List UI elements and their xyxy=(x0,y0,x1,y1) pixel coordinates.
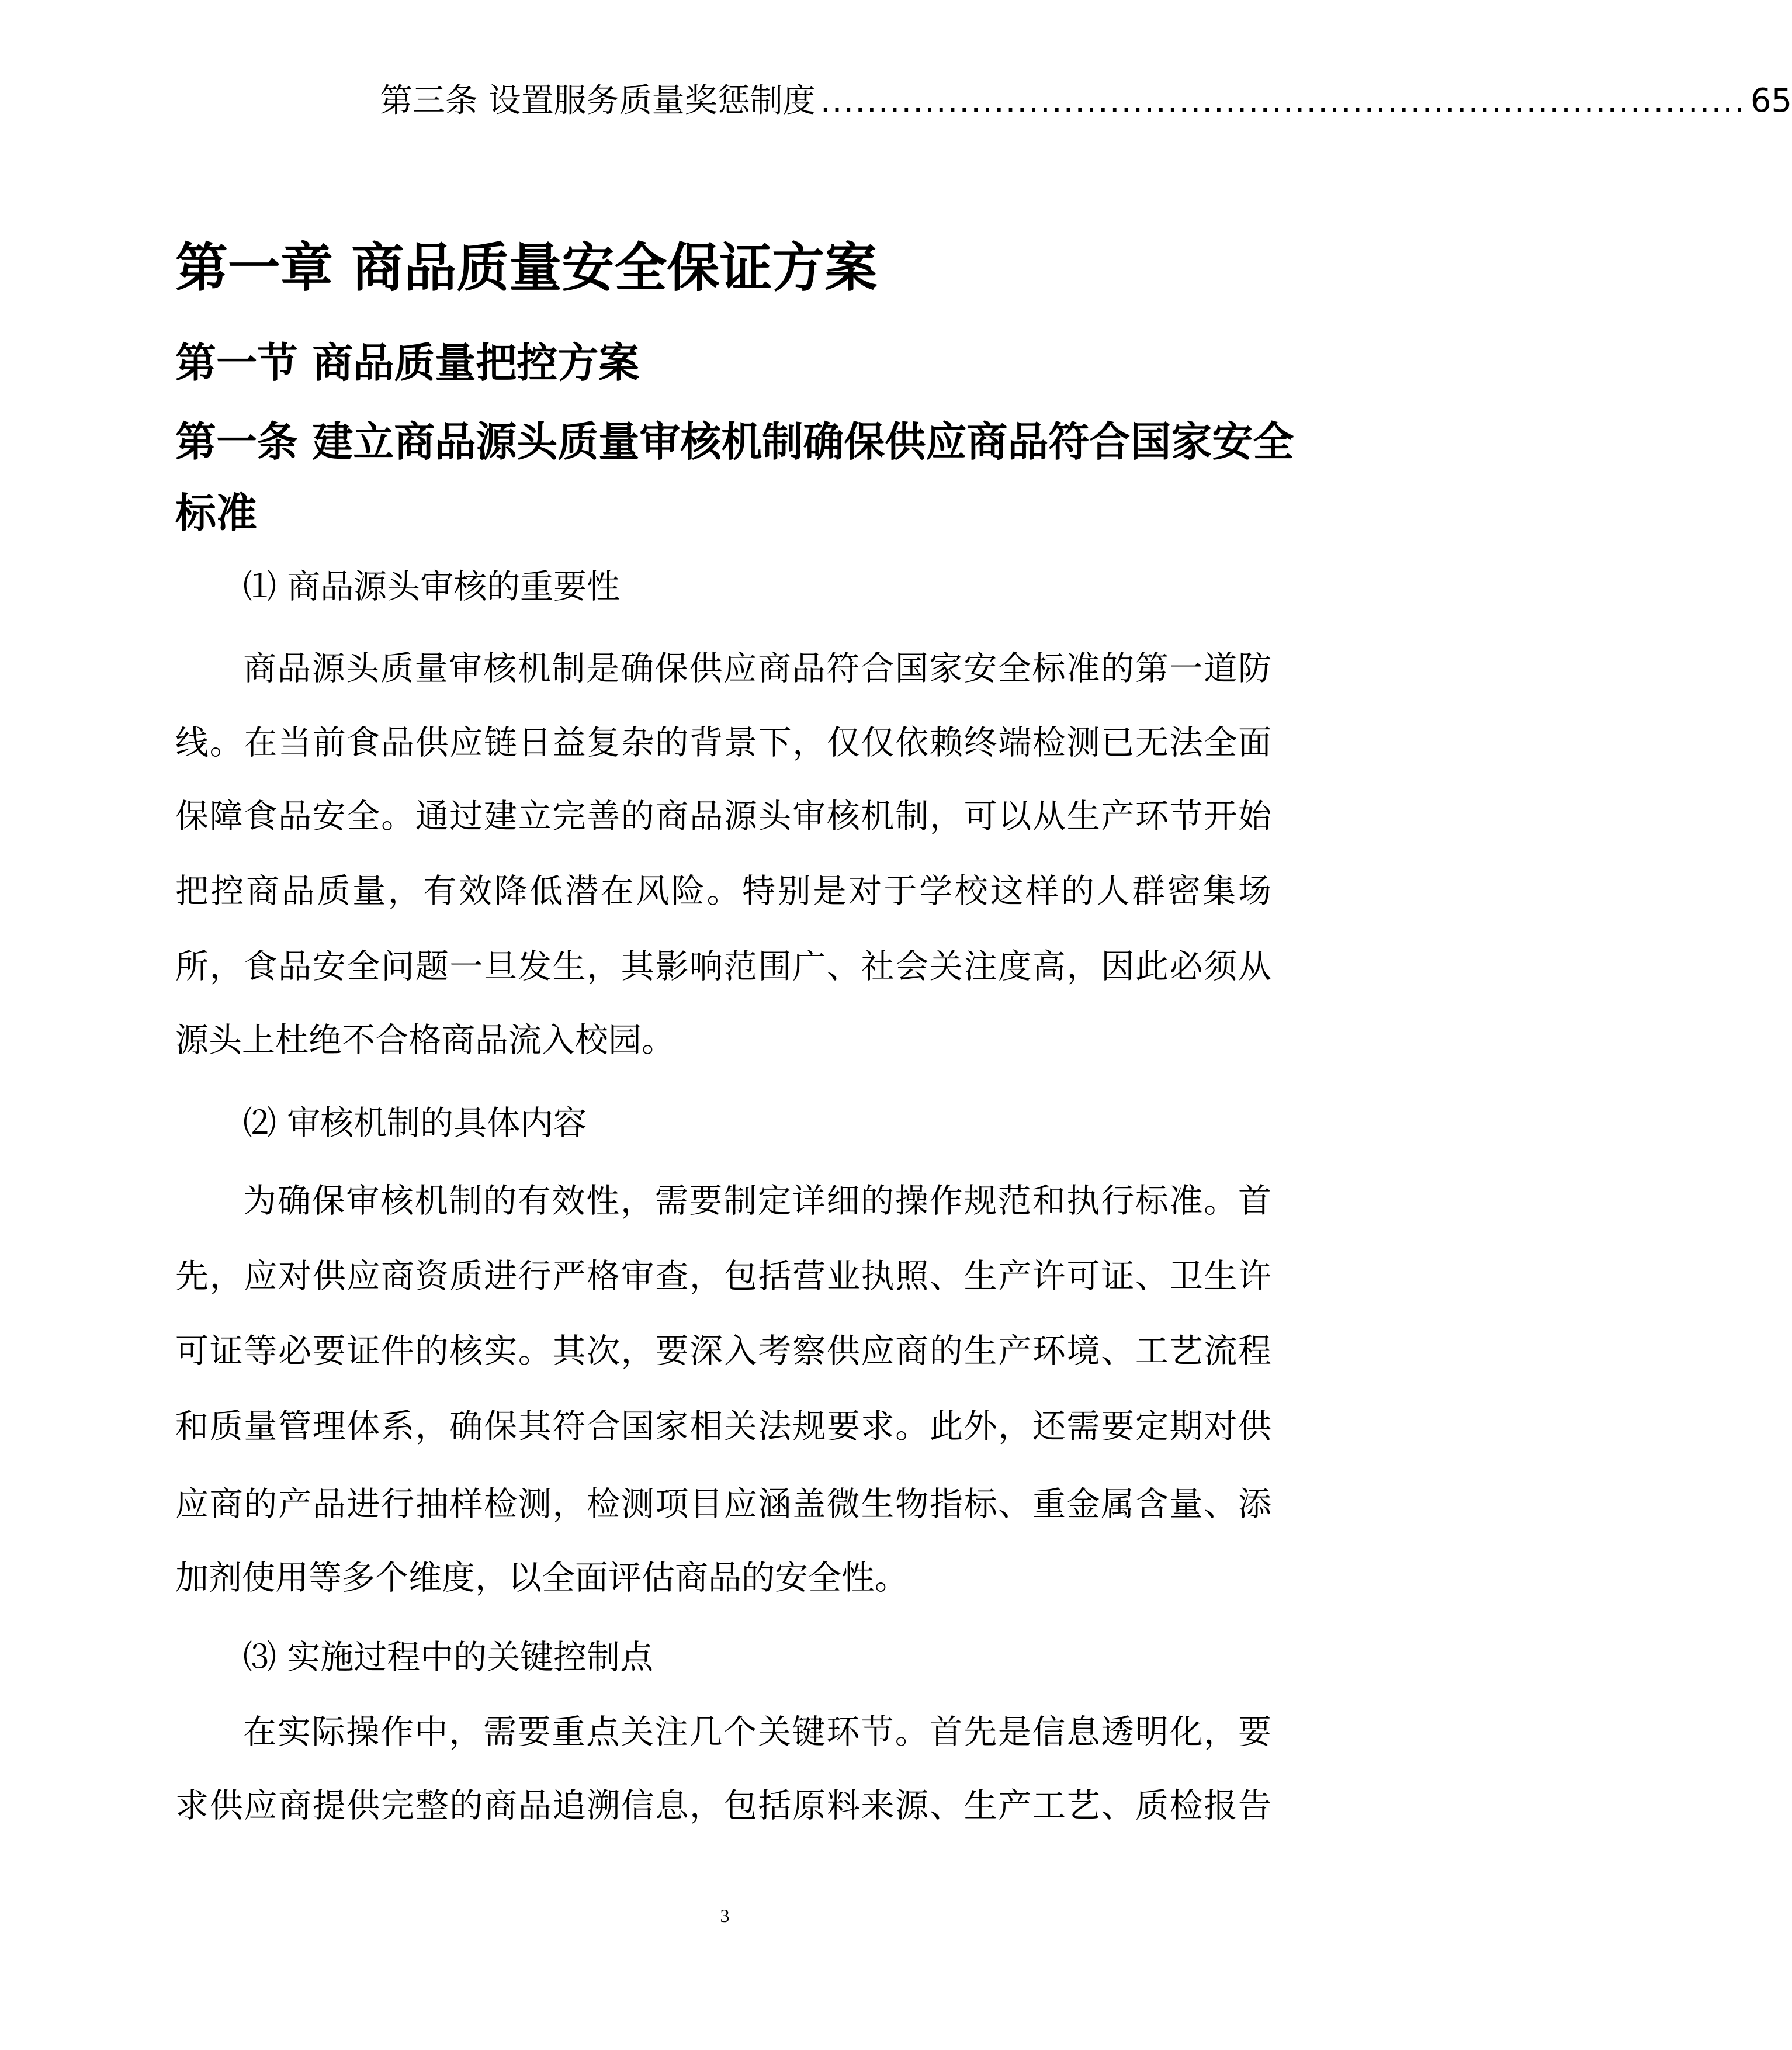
paragraph-line: 先，应对供应商资质进行严格审查，包括营业执照、生产许可证、卫生许 xyxy=(175,1257,1271,1296)
paragraph-line: 应商的产品进行抽样检测，检测项目应涵盖微生物指标、重金属含量、添 xyxy=(175,1485,1271,1523)
toc-page-number: 65 xyxy=(1750,82,1792,120)
paragraph-line: 可证等必要证件的核实。其次，要深入考察供应商的生产环境、工艺流程 xyxy=(175,1332,1271,1370)
paragraph-line: 为确保审核机制的有效性，需要制定详细的操作规范和执行标准。首 xyxy=(243,1182,1271,1220)
paragraph-line: 在实际操作中，需要重点关注几个关键环节。首先是信息透明化，要 xyxy=(243,1713,1271,1751)
paragraph-line: 加剂使用等多个维度，以全面评估商品的安全性。 xyxy=(175,1559,908,1597)
page-number: 3 xyxy=(720,1905,730,1926)
subsection-heading: ⑶ 实施过程中的关键控制点 xyxy=(243,1638,654,1677)
toc-leader-dots: ................................................................................ xyxy=(820,82,1746,120)
paragraph-line: 和质量管理体系，确保其符合国家相关法规要求。此外，还需要定期对供 xyxy=(175,1407,1271,1446)
article-title-line: 第一条 建立商品源头质量审核机制确保供应商品符合国家安全 xyxy=(175,418,1294,466)
subsection-heading: ⑵ 审核机制的具体内容 xyxy=(243,1104,587,1142)
paragraph-line: 把控商品质量，有效降低潜在风险。特别是对于学校这样的人群密集场 xyxy=(175,872,1271,910)
chapter-title: 第一章 商品质量安全保证方案 xyxy=(175,237,878,299)
paragraph-line: 保障食品安全。通过建立完善的商品源头审核机制，可以从生产环节开始 xyxy=(175,797,1271,836)
toc-entry[interactable] xyxy=(380,75,1792,122)
section-title: 第一节 商品质量把控方案 xyxy=(175,339,640,387)
paragraph-line: 线。在当前食品供应链日益复杂的背景下，仅仅依赖终端检测已无法全面 xyxy=(175,723,1271,762)
paragraph-line: 源头上杜绝不合格商品流入校园。 xyxy=(175,1021,675,1059)
article-title-line: 标准 xyxy=(175,489,257,537)
paragraph-line: 求供应商提供完整的商品追溯信息，包括原料来源、生产工艺、质检报告 xyxy=(175,1786,1271,1825)
paragraph-line: 所，食品安全问题一旦发生，其影响范围广、社会关注度高，因此必须从 xyxy=(175,947,1271,986)
paragraph-line: 商品源头质量审核机制是确保供应商品符合国家安全标准的第一道防 xyxy=(243,649,1271,688)
toc-label: 第三条 设置服务质量奖惩制度 xyxy=(380,82,816,120)
subsection-heading: ⑴ 商品源头审核的重要性 xyxy=(243,567,621,606)
